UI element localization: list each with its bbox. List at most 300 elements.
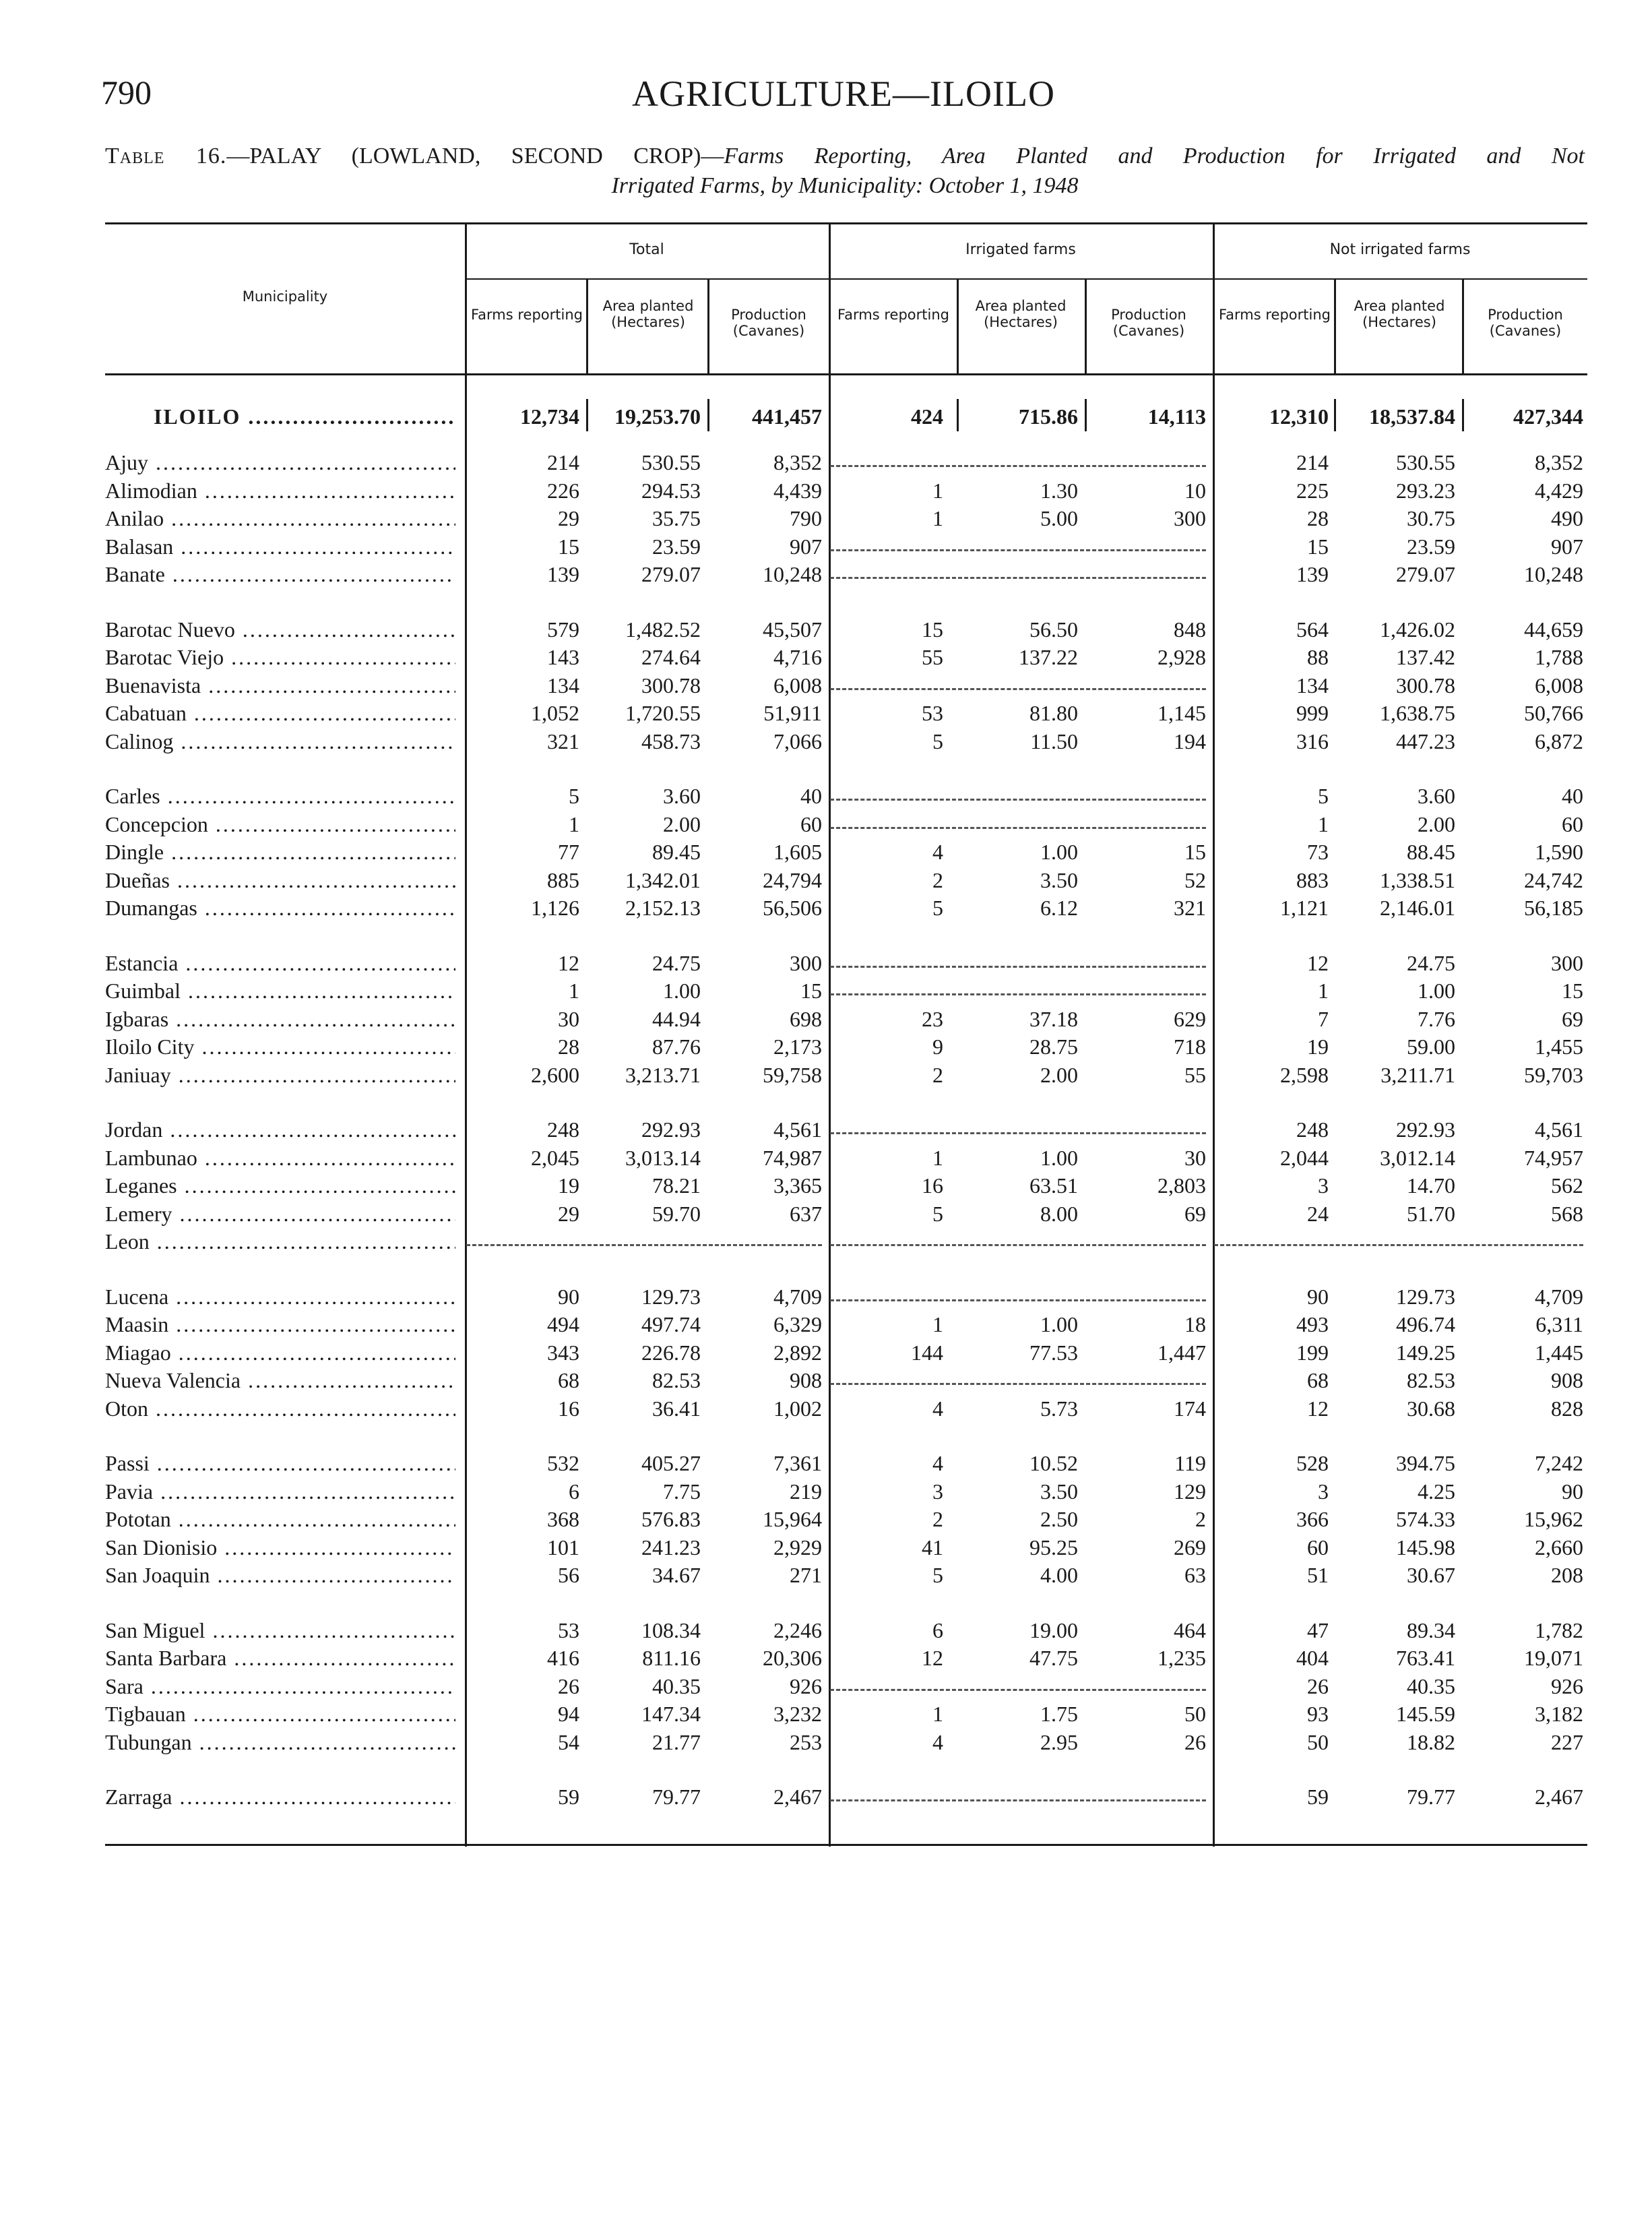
cell-not-irrigated-production: 568 bbox=[1551, 1201, 1583, 1226]
table-row bbox=[105, 450, 1587, 478]
cell-irrigated-production: 15 bbox=[1184, 840, 1206, 864]
cell-total-farms: 30 bbox=[558, 1006, 579, 1031]
municipality-name: San Dionisio ..... bbox=[105, 1535, 455, 1560]
cell-total-production: 300 bbox=[790, 950, 822, 975]
cell-total-area: 458.73 bbox=[641, 729, 701, 753]
cell-total-production: 907 bbox=[790, 534, 822, 559]
cell-not-irrigated-production: 44,659 bbox=[1524, 617, 1583, 642]
column-header-total-area: Area planted (Hectares) bbox=[602, 298, 694, 330]
table-caption bbox=[105, 142, 1585, 201]
cell-total-area: 35.75 bbox=[652, 506, 701, 530]
cell-not-irrigated-area: 292.93 bbox=[1396, 1117, 1455, 1142]
cell-total-area: 292.93 bbox=[641, 1117, 701, 1142]
table-row bbox=[105, 1785, 1587, 1813]
cell-total-farms: 26 bbox=[558, 1673, 579, 1698]
cell-irrigated-farms: 16 bbox=[922, 1173, 943, 1198]
cell-not-irrigated-farms: 214 bbox=[1296, 450, 1329, 474]
municipality-name: Lucena ..... bbox=[105, 1285, 455, 1309]
municipality-name: Jordan ..... bbox=[105, 1117, 455, 1142]
cell-total-production: 908 bbox=[790, 1368, 822, 1392]
cell-total-area: 23.59 bbox=[652, 534, 701, 559]
cell-not-irrigated-farms: 2,598 bbox=[1280, 1062, 1329, 1087]
table-row bbox=[105, 1229, 1587, 1258]
cell-not-irrigated-production: 300 bbox=[1551, 950, 1583, 975]
cell-total-farms: 226 bbox=[547, 478, 579, 503]
cell-total-farms: 16 bbox=[558, 1396, 579, 1421]
cell-total-farms: 59 bbox=[558, 1785, 579, 1809]
cell-total-production: 6,008 bbox=[773, 673, 822, 698]
cell-total-farms: 2,045 bbox=[531, 1145, 579, 1170]
cell-total-farms: 343 bbox=[547, 1340, 579, 1365]
cell-not-irrigated-farms: 883 bbox=[1296, 867, 1329, 892]
cell-not-irrigated-production: 90 bbox=[1562, 1479, 1583, 1504]
cell-irrigated-production: 30 bbox=[1184, 1145, 1206, 1170]
cell-not-irrigated-farms: 3 bbox=[1318, 1479, 1329, 1504]
cell-not-irrigated-area: 145.59 bbox=[1396, 1702, 1455, 1726]
cell-not-irrigated-production: 24,742 bbox=[1524, 867, 1583, 892]
cell-not-irrigated-production: 490 bbox=[1551, 506, 1583, 530]
cell-irrigated-production: 50 bbox=[1184, 1702, 1206, 1726]
cell-total-farms: 29 bbox=[558, 1201, 579, 1226]
cell-total-farms: 6 bbox=[569, 1479, 579, 1504]
cell-total-production: 219 bbox=[790, 1479, 822, 1504]
cell-irrigated-farms: 6 bbox=[932, 1617, 943, 1642]
cell-irrigated-production: 2,803 bbox=[1157, 1173, 1206, 1198]
running-head: AGRICULTURE—ILOILO bbox=[632, 73, 1055, 114]
cell-total-farms: 885 bbox=[547, 867, 579, 892]
cell-irrigated-production: 14,113 bbox=[1147, 404, 1206, 429]
cell-not-irrigated-production: 69 bbox=[1562, 1006, 1583, 1031]
cell-total-farms: 28 bbox=[558, 1034, 579, 1059]
column-header-irrigated-farms: Farms reporting bbox=[837, 307, 949, 323]
cell-not-irrigated-area: 530.55 bbox=[1396, 450, 1455, 474]
cell-total-production: 926 bbox=[790, 1673, 822, 1698]
cell-not-irrigated-production: 10,248 bbox=[1524, 562, 1583, 586]
cell-total-area: 1.00 bbox=[663, 979, 701, 1003]
table-row bbox=[105, 1479, 1587, 1508]
table-title: —PALAY (LOWLAND, SECOND CROP)— bbox=[226, 144, 724, 168]
cell-not-irrigated-production: 907 bbox=[1551, 534, 1583, 559]
cell-total-production: 253 bbox=[790, 1729, 822, 1754]
cell-not-irrigated-production: 427,344 bbox=[1513, 404, 1583, 429]
cell-not-irrigated-area: 3.60 bbox=[1418, 784, 1455, 808]
cell-total-area: 241.23 bbox=[641, 1535, 701, 1559]
cell-irrigated-farms: 2 bbox=[932, 1062, 943, 1087]
cell-irrigated-area: 95.25 bbox=[1029, 1535, 1078, 1559]
cell-not-irrigated-area: 496.74 bbox=[1396, 1312, 1455, 1336]
cell-not-irrigated-area: 129.73 bbox=[1396, 1284, 1455, 1309]
cell-not-irrigated-area: 149.25 bbox=[1396, 1340, 1455, 1365]
cell-total-area: 274.64 bbox=[641, 645, 701, 669]
table-row bbox=[105, 1340, 1587, 1369]
cell-irrigated-farms: 5 bbox=[932, 1563, 943, 1587]
cell-not-irrigated-farms: 28 bbox=[1307, 506, 1329, 530]
column-header-municipality: Municipality bbox=[242, 288, 328, 305]
cell-total-area: 34.67 bbox=[652, 1563, 701, 1587]
cell-not-irrigated-production: 6,872 bbox=[1535, 729, 1583, 753]
cell-not-irrigated-area: 7.76 bbox=[1418, 1006, 1455, 1031]
cell-total-farms: 56 bbox=[558, 1563, 579, 1587]
empty-cell-leader bbox=[466, 1244, 822, 1246]
cell-irrigated-farms: 2 bbox=[932, 1507, 943, 1531]
municipality-name: Leganes ..... bbox=[105, 1173, 455, 1198]
empty-cell-leader bbox=[830, 799, 1206, 801]
cell-total-area: 3.60 bbox=[663, 784, 701, 808]
cell-total-farms: 248 bbox=[547, 1117, 579, 1142]
empty-cell-leader bbox=[830, 827, 1206, 829]
cell-irrigated-production: 52 bbox=[1184, 867, 1206, 892]
cell-irrigated-area: 2.95 bbox=[1040, 1729, 1078, 1754]
municipality-name: Tubungan ..... bbox=[105, 1730, 455, 1755]
municipality-name: Concepcion ..... bbox=[105, 812, 455, 837]
municipality-name: Lemery ..... bbox=[105, 1202, 455, 1227]
table-row bbox=[105, 1034, 1587, 1063]
cell-not-irrigated-production: 7,242 bbox=[1535, 1451, 1583, 1475]
cell-total-area: 40.35 bbox=[652, 1673, 701, 1698]
group-header-not-irrigated: Not irrigated farms bbox=[1329, 241, 1471, 258]
cell-irrigated-area: 3.50 bbox=[1040, 867, 1078, 892]
cell-total-area: 147.34 bbox=[641, 1702, 701, 1726]
cell-not-irrigated-area: 3,012.14 bbox=[1380, 1145, 1455, 1170]
total-row bbox=[105, 404, 1587, 433]
cell-irrigated-area: 10.52 bbox=[1029, 1451, 1078, 1475]
cell-not-irrigated-farms: 59 bbox=[1307, 1785, 1329, 1809]
cell-not-irrigated-farms: 493 bbox=[1296, 1312, 1329, 1336]
cell-not-irrigated-area: 30.75 bbox=[1407, 506, 1455, 530]
province-name: ILOILO ..... bbox=[154, 404, 455, 429]
cell-irrigated-farms: 424 bbox=[911, 404, 943, 429]
cell-irrigated-farms: 5 bbox=[932, 896, 943, 920]
municipality-name: Leon ..... bbox=[105, 1229, 455, 1254]
cell-not-irrigated-area: 88.45 bbox=[1407, 840, 1455, 864]
cell-not-irrigated-farms: 2,044 bbox=[1280, 1145, 1329, 1170]
cell-total-production: 4,716 bbox=[773, 645, 822, 669]
table-row bbox=[105, 1007, 1587, 1035]
cell-not-irrigated-production: 60 bbox=[1562, 811, 1583, 836]
cell-total-farms: 15 bbox=[558, 534, 579, 559]
cell-total-area: 3,213.71 bbox=[625, 1062, 701, 1087]
municipality-name: Iloilo City ..... bbox=[105, 1034, 455, 1059]
cell-not-irrigated-production: 2,467 bbox=[1535, 1785, 1583, 1809]
cell-not-irrigated-area: 40.35 bbox=[1407, 1673, 1455, 1698]
column-header-not-irrigated-farms: Farms reporting bbox=[1219, 307, 1331, 323]
cell-not-irrigated-area: 3,211.71 bbox=[1380, 1062, 1455, 1087]
cell-not-irrigated-production: 926 bbox=[1551, 1673, 1583, 1698]
cell-not-irrigated-area: 89.34 bbox=[1407, 1617, 1455, 1642]
cell-total-area: 1,482.52 bbox=[625, 617, 701, 642]
column-rule bbox=[957, 279, 959, 375]
cell-not-irrigated-area: 137.42 bbox=[1396, 645, 1455, 669]
cell-total-farms: 1 bbox=[569, 979, 579, 1003]
cell-irrigated-production: 464 bbox=[1174, 1617, 1206, 1642]
table-row bbox=[105, 1674, 1587, 1702]
cell-total-farms: 94 bbox=[558, 1702, 579, 1726]
cell-total-area: 87.76 bbox=[652, 1034, 701, 1059]
cell-total-production: 1,002 bbox=[773, 1396, 822, 1421]
cell-not-irrigated-farms: 316 bbox=[1296, 729, 1329, 753]
cell-total-production: 7,361 bbox=[773, 1451, 822, 1475]
column-header-total-production: Production (Cavanes) bbox=[731, 307, 806, 339]
cell-total-production: 15 bbox=[800, 979, 822, 1003]
cell-total-area: 59.70 bbox=[652, 1201, 701, 1226]
cell-not-irrigated-farms: 51 bbox=[1307, 1563, 1329, 1587]
cell-irrigated-production: 26 bbox=[1184, 1729, 1206, 1754]
cell-total-area: 19,253.70 bbox=[614, 404, 701, 429]
cell-not-irrigated-farms: 88 bbox=[1307, 645, 1329, 669]
cell-not-irrigated-farms: 60 bbox=[1307, 1535, 1329, 1559]
cell-not-irrigated-farms: 90 bbox=[1307, 1284, 1329, 1309]
cell-total-production: 2,467 bbox=[773, 1785, 822, 1809]
cell-total-production: 45,507 bbox=[763, 617, 822, 642]
municipality-name: Sara ..... bbox=[105, 1674, 455, 1699]
column-header-irrigated-production: Production (Cavanes) bbox=[1111, 307, 1186, 339]
cell-irrigated-area: 1.00 bbox=[1040, 840, 1078, 864]
cell-not-irrigated-farms: 134 bbox=[1296, 673, 1329, 698]
cell-irrigated-production: 2,928 bbox=[1157, 645, 1206, 669]
empty-cell-leader bbox=[830, 465, 1206, 467]
cell-not-irrigated-production: 56,185 bbox=[1524, 896, 1583, 920]
empty-cell-leader bbox=[830, 1132, 1206, 1134]
cell-irrigated-farms: 23 bbox=[922, 1006, 943, 1031]
cell-not-irrigated-area: 59.00 bbox=[1407, 1034, 1455, 1059]
cell-irrigated-area: 1.00 bbox=[1040, 1145, 1078, 1170]
cell-irrigated-farms: 1 bbox=[932, 506, 943, 530]
cell-total-farms: 532 bbox=[547, 1451, 579, 1475]
table-row bbox=[105, 951, 1587, 979]
cell-not-irrigated-farms: 248 bbox=[1296, 1117, 1329, 1142]
group-header-irrigated: Irrigated farms bbox=[965, 241, 1076, 258]
cell-irrigated-area: 11.50 bbox=[1030, 729, 1078, 753]
cell-not-irrigated-farms: 50 bbox=[1307, 1729, 1329, 1754]
cell-not-irrigated-farms: 47 bbox=[1307, 1617, 1329, 1642]
cell-not-irrigated-area: 51.70 bbox=[1407, 1201, 1455, 1226]
cell-total-area: 36.41 bbox=[652, 1396, 701, 1421]
cell-not-irrigated-area: 18.82 bbox=[1407, 1729, 1455, 1754]
empty-cell-leader bbox=[830, 577, 1206, 579]
empty-cell-leader bbox=[1214, 1244, 1583, 1246]
cell-total-production: 60 bbox=[800, 811, 822, 836]
municipality-name: Alimodian ..... bbox=[105, 478, 455, 503]
cell-total-production: 698 bbox=[790, 1006, 822, 1031]
cell-not-irrigated-farms: 3 bbox=[1318, 1173, 1329, 1198]
cell-irrigated-area: 6.12 bbox=[1040, 896, 1078, 920]
empty-cell-leader bbox=[830, 688, 1206, 690]
cell-total-production: 51,911 bbox=[763, 701, 822, 725]
cell-total-area: 2,152.13 bbox=[625, 896, 701, 920]
cell-total-area: 1,342.01 bbox=[625, 867, 701, 892]
cell-not-irrigated-farms: 24 bbox=[1307, 1201, 1329, 1226]
cell-irrigated-farms: 55 bbox=[922, 645, 943, 669]
table-bottom-rule bbox=[105, 1844, 1587, 1846]
table-row bbox=[105, 1507, 1587, 1535]
municipality-name: San Miguel ..... bbox=[105, 1618, 455, 1643]
cell-irrigated-area: 1.00 bbox=[1040, 1312, 1078, 1336]
empty-cell-leader bbox=[830, 1244, 1206, 1246]
cell-total-area: 530.55 bbox=[641, 450, 701, 474]
cell-total-production: 15,964 bbox=[763, 1507, 822, 1531]
cell-irrigated-area: 4.00 bbox=[1040, 1563, 1078, 1587]
cell-irrigated-farms: 5 bbox=[932, 729, 943, 753]
cell-not-irrigated-farms: 15 bbox=[1307, 534, 1329, 559]
cell-irrigated-production: 300 bbox=[1174, 506, 1206, 530]
table-row bbox=[105, 1646, 1587, 1674]
cell-irrigated-production: 321 bbox=[1174, 896, 1206, 920]
table-top-rule bbox=[105, 222, 1587, 224]
cell-irrigated-area: 3.50 bbox=[1040, 1479, 1078, 1504]
municipality-name: Dueñas ..... bbox=[105, 868, 455, 893]
empty-cell-leader bbox=[830, 1383, 1206, 1385]
cell-total-production: 56,506 bbox=[763, 896, 822, 920]
cell-irrigated-production: 1,235 bbox=[1157, 1646, 1206, 1670]
cell-irrigated-farms: 4 bbox=[932, 1451, 943, 1475]
cell-not-irrigated-farms: 12,310 bbox=[1269, 404, 1329, 429]
cell-total-production: 3,232 bbox=[773, 1702, 822, 1726]
cell-not-irrigated-farms: 73 bbox=[1307, 840, 1329, 864]
municipality-name: Ajuy ..... bbox=[105, 450, 455, 475]
empty-cell-leader bbox=[830, 1299, 1206, 1301]
municipality-name: Barotac Viejo ..... bbox=[105, 645, 455, 670]
cell-total-production: 271 bbox=[790, 1563, 822, 1587]
cell-total-production: 637 bbox=[790, 1201, 822, 1226]
group-header-total: Total bbox=[629, 241, 664, 258]
empty-cell-leader bbox=[830, 1799, 1206, 1801]
cell-not-irrigated-production: 40 bbox=[1562, 784, 1583, 808]
table-row bbox=[105, 1285, 1587, 1313]
cell-total-production: 790 bbox=[790, 506, 822, 530]
cell-total-farms: 5 bbox=[569, 784, 579, 808]
cell-not-irrigated-farms: 999 bbox=[1296, 701, 1329, 725]
cell-not-irrigated-farms: 225 bbox=[1296, 478, 1329, 503]
table-row bbox=[105, 1618, 1587, 1646]
municipality-name: Estancia ..... bbox=[105, 951, 455, 976]
cell-total-production: 7,066 bbox=[773, 729, 822, 753]
cell-not-irrigated-production: 2,660 bbox=[1535, 1535, 1583, 1559]
municipality-name: Barotac Nuevo ..... bbox=[105, 617, 455, 642]
cell-irrigated-farms: 1 bbox=[932, 1145, 943, 1170]
table-row bbox=[105, 868, 1587, 896]
table-row bbox=[105, 1173, 1587, 1202]
table-row bbox=[105, 896, 1587, 924]
cell-irrigated-farms: 4 bbox=[932, 1396, 943, 1421]
cell-not-irrigated-farms: 199 bbox=[1296, 1340, 1329, 1365]
cell-irrigated-area: 28.75 bbox=[1029, 1034, 1078, 1059]
cell-not-irrigated-farms: 93 bbox=[1307, 1702, 1329, 1726]
cell-not-irrigated-area: 300.78 bbox=[1396, 673, 1455, 698]
cell-irrigated-farms: 3 bbox=[932, 1479, 943, 1504]
cell-total-area: 129.73 bbox=[641, 1284, 701, 1309]
cell-not-irrigated-area: 14.70 bbox=[1407, 1173, 1455, 1198]
cell-not-irrigated-production: 59,703 bbox=[1524, 1062, 1583, 1087]
cell-total-farms: 368 bbox=[547, 1507, 579, 1531]
cell-total-area: 405.27 bbox=[641, 1451, 701, 1475]
cell-not-irrigated-farms: 366 bbox=[1296, 1507, 1329, 1531]
table-row bbox=[105, 478, 1587, 507]
cell-irrigated-farms: 53 bbox=[922, 701, 943, 725]
cell-irrigated-area: 47.75 bbox=[1029, 1646, 1078, 1670]
cell-total-area: 89.45 bbox=[652, 840, 701, 864]
cell-not-irrigated-area: 574.33 bbox=[1396, 1507, 1455, 1531]
cell-irrigated-production: 848 bbox=[1174, 617, 1206, 642]
table-label: Table 16. bbox=[105, 144, 227, 168]
cell-total-production: 1,605 bbox=[773, 840, 822, 864]
cell-total-area: 21.77 bbox=[652, 1729, 701, 1754]
municipality-name: Banate ..... bbox=[105, 562, 455, 587]
header-bottom-rule bbox=[105, 373, 1587, 375]
table-row bbox=[105, 506, 1587, 534]
cell-total-production: 2,929 bbox=[773, 1535, 822, 1559]
cell-total-production: 441,457 bbox=[752, 404, 822, 429]
cell-not-irrigated-production: 227 bbox=[1551, 1729, 1583, 1754]
cell-not-irrigated-area: 2,146.01 bbox=[1380, 896, 1455, 920]
municipality-name: Pototan ..... bbox=[105, 1507, 455, 1532]
municipality-name: Passi ..... bbox=[105, 1451, 455, 1476]
cell-total-farms: 1 bbox=[569, 811, 579, 836]
cell-irrigated-area: 81.80 bbox=[1029, 701, 1078, 725]
cell-total-farms: 134 bbox=[547, 673, 579, 698]
cell-irrigated-farms: 4 bbox=[932, 1729, 943, 1754]
cell-irrigated-farms: 9 bbox=[932, 1034, 943, 1059]
cell-irrigated-farms: 41 bbox=[922, 1535, 943, 1559]
cell-not-irrigated-farms: 7 bbox=[1318, 1006, 1329, 1031]
cell-total-farms: 101 bbox=[547, 1535, 579, 1559]
cell-irrigated-production: 2 bbox=[1195, 1507, 1206, 1531]
cell-not-irrigated-production: 15 bbox=[1562, 979, 1583, 1003]
cell-not-irrigated-production: 15,962 bbox=[1524, 1507, 1583, 1531]
municipality-name: Cabatuan ..... bbox=[105, 701, 455, 726]
table-row bbox=[105, 534, 1587, 563]
cell-total-area: 497.74 bbox=[641, 1312, 701, 1336]
table-row bbox=[105, 1563, 1587, 1591]
cell-not-irrigated-production: 1,455 bbox=[1535, 1034, 1583, 1059]
cell-irrigated-area: 5.73 bbox=[1040, 1396, 1078, 1421]
cell-total-area: 78.21 bbox=[652, 1173, 701, 1198]
cell-total-farms: 12 bbox=[558, 950, 579, 975]
cell-not-irrigated-farms: 26 bbox=[1307, 1673, 1329, 1698]
cell-not-irrigated-area: 1,338.51 bbox=[1380, 867, 1455, 892]
group-header-rule bbox=[465, 278, 1587, 280]
cell-irrigated-farms: 1 bbox=[932, 1312, 943, 1336]
caption-line-1 bbox=[105, 142, 1585, 171]
cell-irrigated-production: 55 bbox=[1184, 1062, 1206, 1087]
cell-not-irrigated-area: 23.59 bbox=[1407, 534, 1455, 559]
cell-not-irrigated-farms: 68 bbox=[1307, 1368, 1329, 1392]
cell-not-irrigated-area: 145.98 bbox=[1396, 1535, 1455, 1559]
cell-total-area: 44.94 bbox=[652, 1006, 701, 1031]
cell-not-irrigated-production: 1,445 bbox=[1535, 1340, 1583, 1365]
cell-total-area: 279.07 bbox=[641, 562, 701, 586]
empty-cell-leader bbox=[830, 549, 1206, 551]
cell-irrigated-production: 1,145 bbox=[1157, 701, 1206, 725]
cell-irrigated-area: 1.30 bbox=[1040, 478, 1078, 503]
cell-irrigated-farms: 1 bbox=[932, 478, 943, 503]
cell-total-farms: 579 bbox=[547, 617, 579, 642]
table-subtitle-1: Farms Reporting, Area Planted and Production for Irrigated and Not bbox=[724, 144, 1585, 168]
column-header-not-irrigated-area: Area planted (Hectares) bbox=[1354, 298, 1445, 330]
cell-total-area: 294.53 bbox=[641, 478, 701, 503]
cell-irrigated-production: 119 bbox=[1174, 1451, 1206, 1475]
cell-not-irrigated-area: 293.23 bbox=[1396, 478, 1455, 503]
cell-not-irrigated-farms: 19 bbox=[1307, 1034, 1329, 1059]
cell-not-irrigated-area: 4.25 bbox=[1418, 1479, 1455, 1504]
table-row bbox=[105, 1535, 1587, 1564]
empty-cell-leader bbox=[830, 993, 1206, 995]
municipality-name: Anilao ..... bbox=[105, 506, 455, 531]
cell-irrigated-area: 137.22 bbox=[1019, 645, 1078, 669]
column-rule bbox=[586, 279, 588, 375]
municipality-name: Janiuay ..... bbox=[105, 1063, 455, 1088]
municipality-name: Maasin ..... bbox=[105, 1312, 455, 1337]
cell-total-production: 59,758 bbox=[763, 1062, 822, 1087]
